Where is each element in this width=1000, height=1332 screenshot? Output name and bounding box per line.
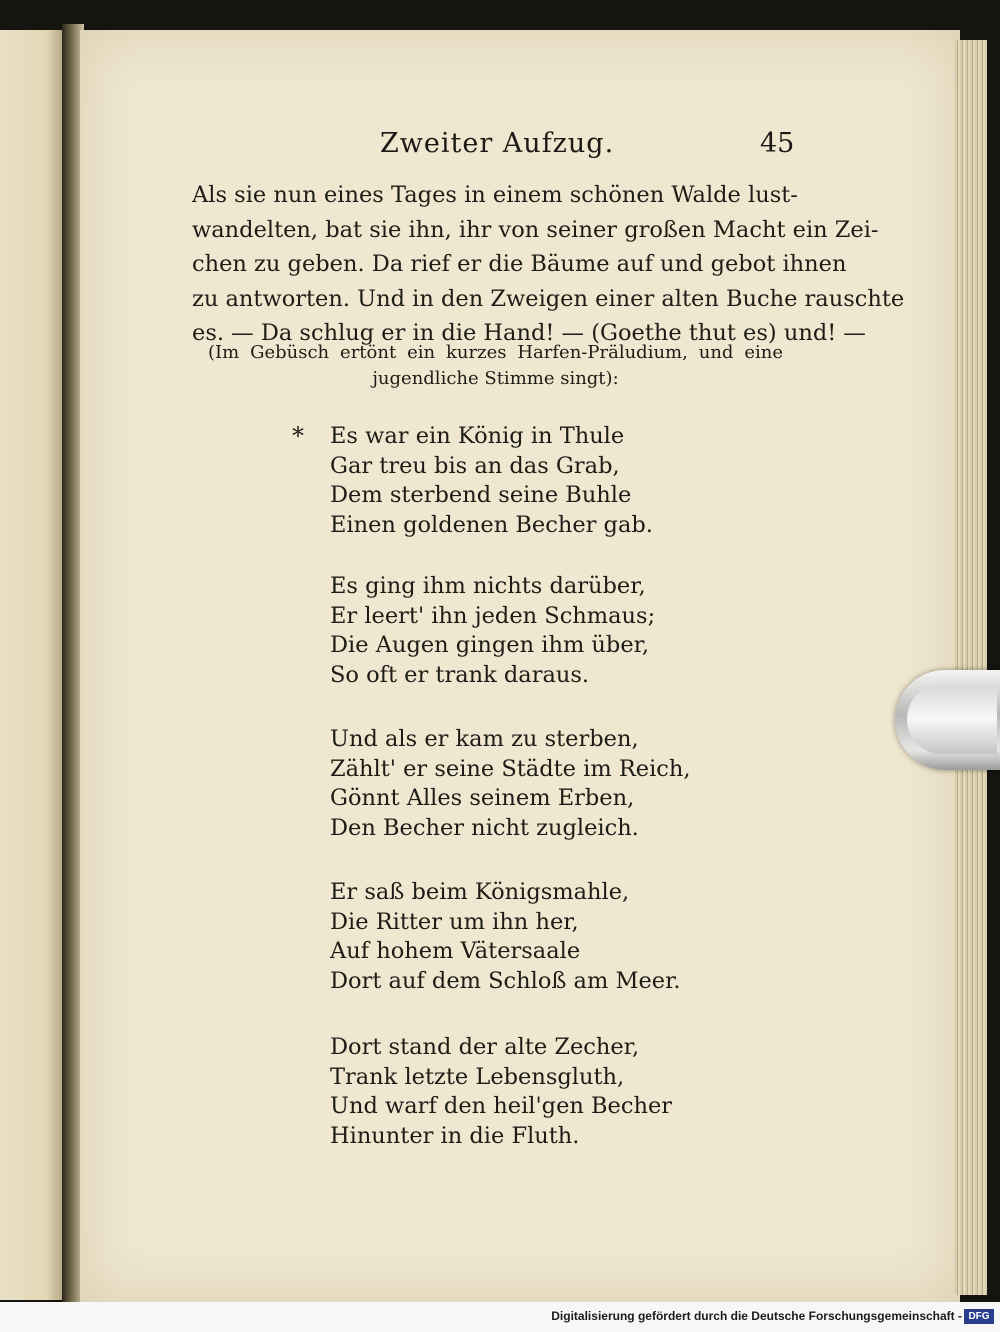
page-clip <box>895 670 1000 770</box>
funding-credit: Digitalisierung gefördert durch die Deutsche Forschungsgemeinschaft - <box>551 1309 962 1323</box>
stage-direction <box>208 340 783 392</box>
verse-line: Dort auf dem Schloß am Meer. <box>330 967 681 994</box>
prose-line: es. — Da schlug er in die Hand! — (Goethe thut es) und! — <box>192 320 866 346</box>
verse-line: Trank letzte Lebensgluth, <box>330 1063 625 1090</box>
stanza-3 <box>330 725 750 843</box>
verse-line: Dort stand der alte Zecher, <box>330 1034 640 1060</box>
verse-line: Auf hohem Vätersaale <box>330 938 581 964</box>
verse-line: Die Ritter um ihn her, <box>330 908 579 935</box>
verse-line: Und als er kam zu sterben, <box>330 726 639 752</box>
verse-line: Es war ein König in Thule <box>330 423 625 449</box>
verse-line: Dem sterbend seine Buhle <box>330 482 632 508</box>
stanza-4 <box>330 878 750 996</box>
footnote-marker: * <box>292 422 304 450</box>
verse-line: Zählt' er seine Städte im Reich, <box>330 755 691 782</box>
page-number: 45 <box>760 128 795 159</box>
verse-line: Gar treu bis an das Grab, <box>330 452 620 479</box>
prose-line: chen zu geben. Da rief er die Bäume auf und gebot ihnen <box>192 251 847 277</box>
stanza-5 <box>330 1033 750 1151</box>
verse-line: Den Becher nicht zugleich. <box>330 814 639 841</box>
verse-line: Die Augen gingen ihm über, <box>330 632 650 658</box>
stage-direction-line: (Im Gebüsch ertönt ein kurzes Harfen-Präludium, und eine <box>208 342 783 363</box>
prose-paragraph <box>192 178 905 351</box>
digitization-footer <box>0 1302 1000 1332</box>
dfg-logo: DFG <box>964 1309 994 1324</box>
prose-line: zu antworten. Und in den Zweigen einer alten Buche rauschte <box>192 285 905 312</box>
verse-line: Er leert' ihn jeden Schmaus; <box>330 602 656 629</box>
left-page-edge <box>0 30 66 1300</box>
verse-line: Und warf den heil'gen Becher <box>330 1093 673 1119</box>
verse-line: Einen goldenen Becher gab. <box>330 511 653 538</box>
stanza-1 <box>330 422 750 540</box>
verse-line: Es ging ihm nichts darüber, <box>330 573 646 599</box>
stanza-2 <box>330 572 750 690</box>
prose-line: wandelten, bat sie ihn, ihr von seiner großen Macht ein Zei- <box>192 216 879 243</box>
page-block-edge <box>955 40 987 1295</box>
verse-line: So oft er trank daraus. <box>330 661 590 688</box>
prose-line: Als sie nun eines Tages in einem schönen Walde lust- <box>192 182 798 208</box>
verse-line: Er saß beim Königsmahle, <box>330 879 630 905</box>
verse-line: Gönnt Alles seinem Erben, <box>330 785 635 811</box>
stage-direction-line: jugendliche Stimme singt): <box>372 368 619 389</box>
verse-line: Hinunter in die Fluth. <box>330 1122 580 1149</box>
running-header: Zweiter Aufzug. <box>380 128 615 159</box>
